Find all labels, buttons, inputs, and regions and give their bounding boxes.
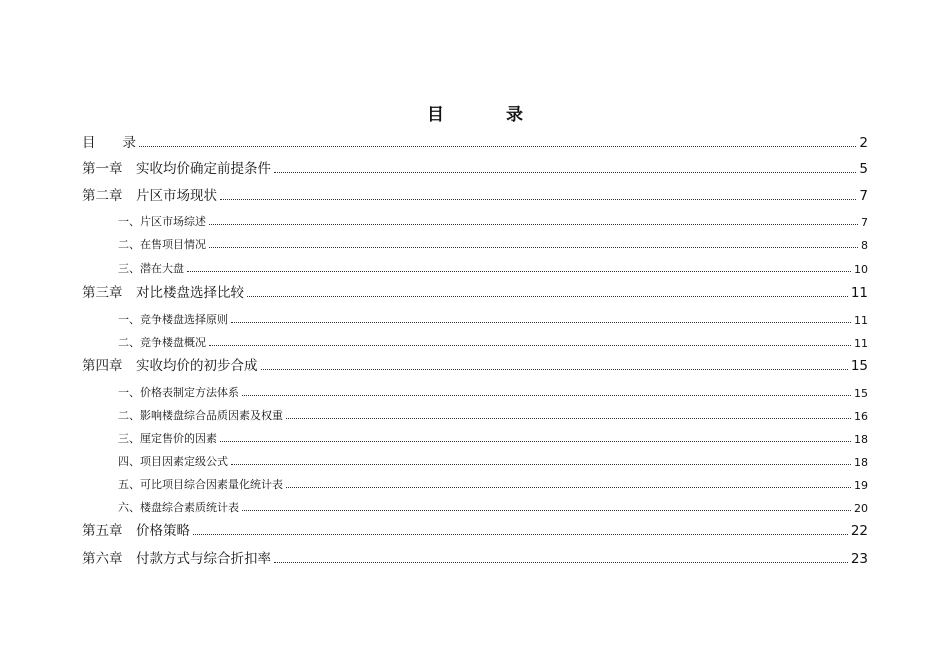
dot-leader (209, 224, 858, 225)
toc-entry[interactable] (82, 281, 868, 301)
toc-subentry[interactable] (82, 495, 868, 515)
toc-subentry[interactable] (82, 426, 868, 446)
toc-entry-page: 7 (861, 216, 868, 229)
dot-leader (242, 395, 851, 396)
toc-entry[interactable] (82, 519, 868, 539)
dot-leader (139, 146, 856, 147)
dot-leader (209, 247, 858, 248)
toc-entry-label: 六、楼盘综合素质统计表 (118, 501, 239, 514)
toc-entry-label: 二、在售项目情况 (118, 238, 206, 251)
toc-entry-page: 18 (854, 456, 868, 469)
dot-leader (231, 464, 851, 465)
toc-entry[interactable] (82, 131, 868, 151)
toc-entry[interactable] (82, 184, 868, 204)
toc-subentry[interactable] (82, 256, 868, 276)
toc-entry-label: 五、可比项目综合因素量化统计表 (118, 478, 283, 491)
toc-entry-label: 三、厘定售价的因素 (118, 432, 217, 445)
toc-entry-page: 19 (854, 479, 868, 492)
toc-entry-page: 18 (854, 433, 868, 446)
dot-leader (274, 562, 848, 563)
toc-entry-page: 11 (854, 337, 868, 350)
toc-subentry[interactable] (82, 209, 868, 229)
toc-subentry[interactable] (82, 449, 868, 469)
toc-entry-page: 11 (850, 285, 868, 301)
toc-entry[interactable] (82, 547, 868, 567)
toc-entry[interactable] (82, 157, 868, 177)
dot-leader (193, 534, 848, 535)
toc-subentry[interactable] (82, 403, 868, 423)
toc-entry-page: 15 (854, 387, 868, 400)
dot-leader (220, 199, 856, 200)
toc-subentry[interactable] (82, 380, 868, 400)
toc-entry-page: 20 (854, 502, 868, 515)
dot-leader (231, 322, 851, 323)
toc-subentry[interactable] (82, 307, 868, 327)
dot-leader (242, 510, 851, 511)
toc-entry-page: 22 (850, 523, 868, 539)
dot-leader (286, 418, 851, 419)
toc-entry-page: 7 (859, 188, 868, 204)
toc-entry-label: 目 录 (82, 135, 136, 151)
dot-leader (261, 369, 848, 370)
toc-entry-page: 15 (850, 358, 868, 374)
toc-entry-label: 第五章 价格策略 (82, 523, 190, 539)
toc-entry-page: 2 (859, 135, 868, 151)
toc-entry-label: 一、价格表制定方法体系 (118, 386, 239, 399)
dot-leader (247, 296, 848, 297)
toc-entry-label: 三、潜在大盘 (118, 262, 184, 275)
toc-entry-label: 四、项目因素定级公式 (118, 455, 228, 468)
toc-entry-label: 一、竞争楼盘选择原则 (118, 313, 228, 326)
toc-entry-label: 一、片区市场综述 (118, 215, 206, 228)
dot-leader (209, 345, 851, 346)
toc-entry-label: 第二章 片区市场现状 (82, 188, 217, 204)
toc-entry-page: 16 (854, 410, 868, 423)
toc-title: 目 录 (427, 105, 551, 125)
toc-entry-page: 23 (850, 551, 868, 567)
toc-entry-label: 二、竞争楼盘概况 (118, 336, 206, 349)
toc-entry-label: 第一章 实收均价确定前提条件 (82, 161, 271, 177)
dot-leader (187, 271, 851, 272)
toc-entry[interactable] (82, 354, 868, 374)
toc-entry-label: 第六章 付款方式与综合折扣率 (82, 551, 271, 567)
toc-entry-page: 11 (854, 314, 868, 327)
toc-subentry[interactable] (82, 472, 868, 492)
toc-entry-label: 第三章 对比楼盘选择比较 (82, 285, 244, 301)
toc-entry-label: 第四章 实收均价的初步合成 (82, 358, 258, 374)
toc-entry-page: 10 (854, 263, 868, 276)
toc-entry-label: 二、影响楼盘综合品质因素及权重 (118, 409, 283, 422)
dot-leader (286, 487, 851, 488)
toc-entry-page: 5 (859, 161, 868, 177)
dot-leader (274, 172, 856, 173)
toc-subentry[interactable] (82, 232, 868, 252)
toc-subentry[interactable] (82, 330, 868, 350)
dot-leader (220, 441, 851, 442)
toc-entry-page: 8 (861, 239, 868, 252)
